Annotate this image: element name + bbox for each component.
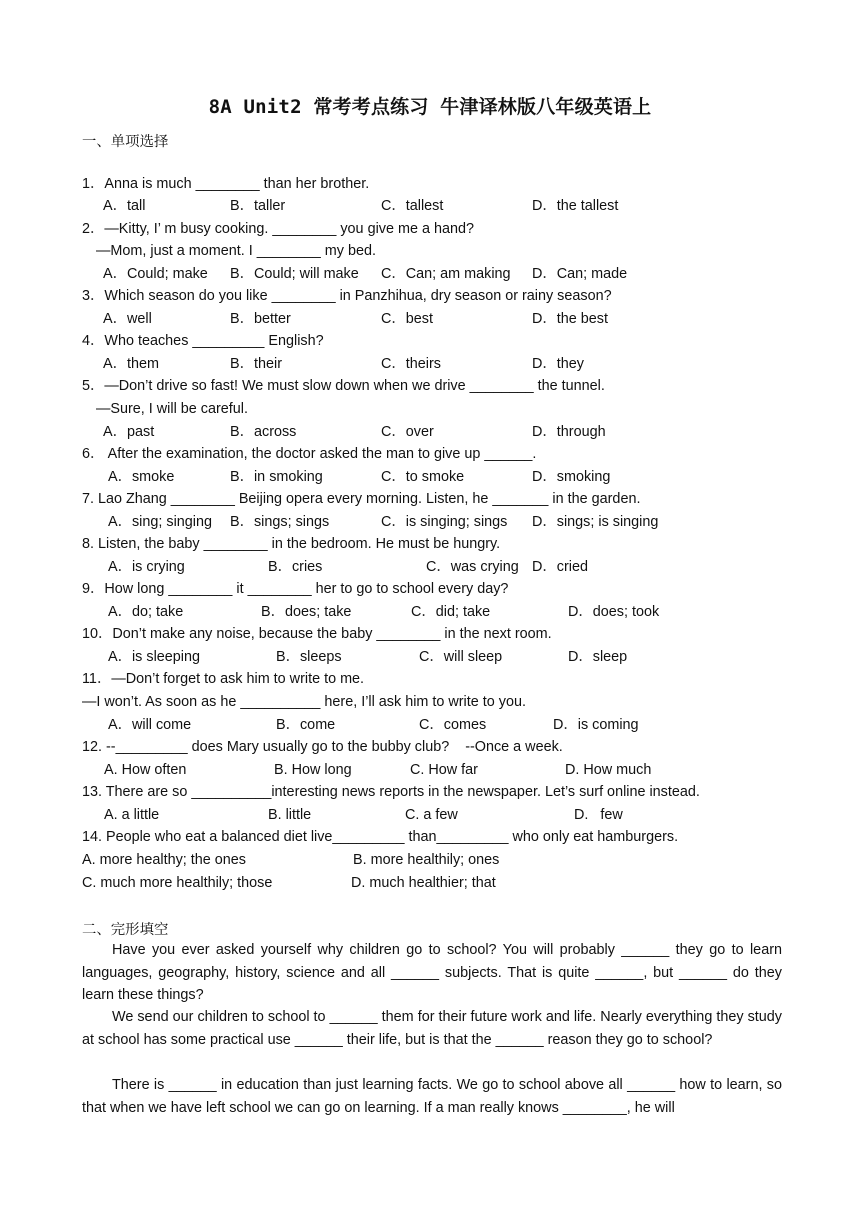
question-1-option-a: A．tall <box>103 198 146 214</box>
question-5-option-c: C．over <box>381 424 434 440</box>
question-12-option-c: C. How far <box>410 762 478 778</box>
question-13-stem: 13. There are so __________interesting news reports in the newspaper. Let’s surf online instead. <box>82 784 700 800</box>
question-11-option-b: B．come <box>276 717 336 733</box>
question-10-stem: 10．Don’t make any noise, because the baby ________ in the next room. <box>82 626 552 642</box>
question-6-option-a: A．smoke <box>108 469 175 485</box>
question-14-option-c: C. much more healthily; those <box>82 875 273 891</box>
question-10-option-b: B．sleeps <box>276 649 342 665</box>
question-3-option-a: A．well <box>103 311 152 327</box>
question-9-stem: 9．How long ________ it ________ her to go to school every day? <box>82 581 509 597</box>
question-10-option-c: C．will sleep <box>419 649 503 665</box>
cloze-paragraph-3 <box>82 1074 782 1119</box>
question-7-option-d: D．sings; is singing <box>532 514 659 530</box>
question-11-stem-line-2: —I won’t. As soon as he __________ here, I’ll ask him to write to you. <box>82 694 526 710</box>
section-heading-cloze: 二、完形填空 <box>82 922 169 938</box>
question-2-option-a: A．Could; make <box>103 266 208 282</box>
question-5-option-b: B．across <box>230 424 297 440</box>
cloze-paragraph-3-text: There is ______ in education than just learning facts. We go to school above all ______ how to learn, so that when we have left school we can go on learning. If a man really knows ________, he will <box>82 1077 782 1116</box>
question-4-option-a: A．them <box>103 356 159 372</box>
question-12-option-d: D. How much <box>565 762 652 778</box>
question-12-option-a: A. How often <box>104 762 187 778</box>
section-heading-multiple-choice: 一、单项选择 <box>82 134 169 150</box>
question-7-option-b: B．sings; sings <box>230 514 330 530</box>
question-10-option-d: D．sleep <box>568 649 628 665</box>
question-7-option-c: C．is singing; sings <box>381 514 508 530</box>
question-7-stem: 7. Lao Zhang ________ Beijing opera every morning. Listen, he _______ in the garden. <box>82 491 641 507</box>
question-9-option-a: A．do; take <box>108 604 184 620</box>
question-8-option-c: C．was crying <box>426 559 519 575</box>
question-5-option-a: A．past <box>103 424 155 440</box>
question-5-stem-line-2: —Sure, I will be careful. <box>96 401 248 417</box>
question-4-option-d: D．they <box>532 356 584 372</box>
question-3-option-b: B．better <box>230 311 291 327</box>
question-10-option-a: A．is sleeping <box>108 649 200 665</box>
question-12-stem: 12. --_________ does Mary usually go to the bubby club? --Once a week. <box>82 739 563 755</box>
cloze-paragraph-1-text: Have you ever asked yourself why children go to school? You will probably ______ they go to learn languages, geography, history, science and all ______ subjects. That is quite ______, but ______ do they learn these things? <box>82 942 782 1003</box>
question-13-option-a: A. a little <box>104 807 160 823</box>
question-2-stem-line-2: —Mom, just a moment. I ________ my bed. <box>96 243 376 259</box>
question-4-option-c: C．theirs <box>381 356 441 372</box>
page-title: 8A Unit2 常考考点练习 牛津译林版八年级英语上 <box>208 96 652 118</box>
question-4-option-b: B．their <box>230 356 282 372</box>
question-1-option-c: C．tallest <box>381 198 444 214</box>
question-3-option-d: D．the best <box>532 311 608 327</box>
question-2-option-b: B．Could; will make <box>230 266 359 282</box>
question-14-option-d: D. much healthier; that <box>351 875 496 891</box>
question-14-option-b: B. more healthily; ones <box>353 852 500 868</box>
question-2-stem: 2．—Kitty, I’ m busy cooking. ________ you give me a hand? <box>82 221 474 237</box>
question-6-option-d: D．smoking <box>532 469 611 485</box>
cloze-paragraph-2 <box>82 1006 782 1051</box>
question-1-stem: 1．Anna is much ________ than her brother. <box>82 176 370 192</box>
question-6-stem: 6． After the examination, the doctor asked the man to give up ______. <box>82 446 537 462</box>
cloze-paragraph-1 <box>82 939 782 1007</box>
question-14-option-a: A. more healthy; the ones <box>82 852 246 868</box>
question-8-option-b: B．cries <box>268 559 323 575</box>
question-6-option-b: B．in smoking <box>230 469 323 485</box>
question-11-stem: 11．—Don’t forget to ask him to write to me. <box>82 671 365 687</box>
question-5-stem: 5．—Don’t drive so fast! We must slow down when we drive ________ the tunnel. <box>82 378 605 394</box>
question-8-option-a: A．is crying <box>108 559 185 575</box>
cloze-paragraph-2-text: We send our children to school to ______ them for their future work and life. Nearly everything they study at school has some practical use ______ their life, but is that the ______ reason they go to school? <box>82 1009 782 1048</box>
question-9-option-c: C．did; take <box>411 604 491 620</box>
question-11-option-a: A．will come <box>108 717 192 733</box>
question-11-option-c: C．comes <box>419 717 487 733</box>
question-2-option-c: C．Can; am making <box>381 266 511 282</box>
question-1-option-b: B．taller <box>230 198 286 214</box>
question-4-stem: 4．Who teaches _________ English? <box>82 333 324 349</box>
question-8-option-d: D．cried <box>532 559 588 575</box>
question-13-option-c: C. a few <box>405 807 458 823</box>
question-14-stem: 14. People who eat a balanced diet live_________ than_________ who only eat hamburgers. <box>82 829 679 845</box>
question-7-option-a: A．sing; singing <box>108 514 212 530</box>
question-2-option-d: D．Can; made <box>532 266 628 282</box>
question-9-option-d: D．does; took <box>568 604 660 620</box>
question-5-option-d: D．through <box>532 424 606 440</box>
question-12-option-b: B. How long <box>274 762 352 778</box>
question-9-option-b: B．does; take <box>261 604 352 620</box>
question-13-option-b: B. little <box>268 807 312 823</box>
question-11-option-d: D．is coming <box>553 717 639 733</box>
question-1-option-d: D．the tallest <box>532 198 619 214</box>
question-6-option-c: C．to smoke <box>381 469 465 485</box>
question-8-stem: 8. Listen, the baby ________ in the bedroom. He must be hungry. <box>82 536 501 552</box>
question-3-stem: 3．Which season do you like ________ in Panzhihua, dry season or rainy season? <box>82 288 612 304</box>
question-13-option-d: D. few <box>574 807 623 823</box>
question-3-option-c: C．best <box>381 311 433 327</box>
